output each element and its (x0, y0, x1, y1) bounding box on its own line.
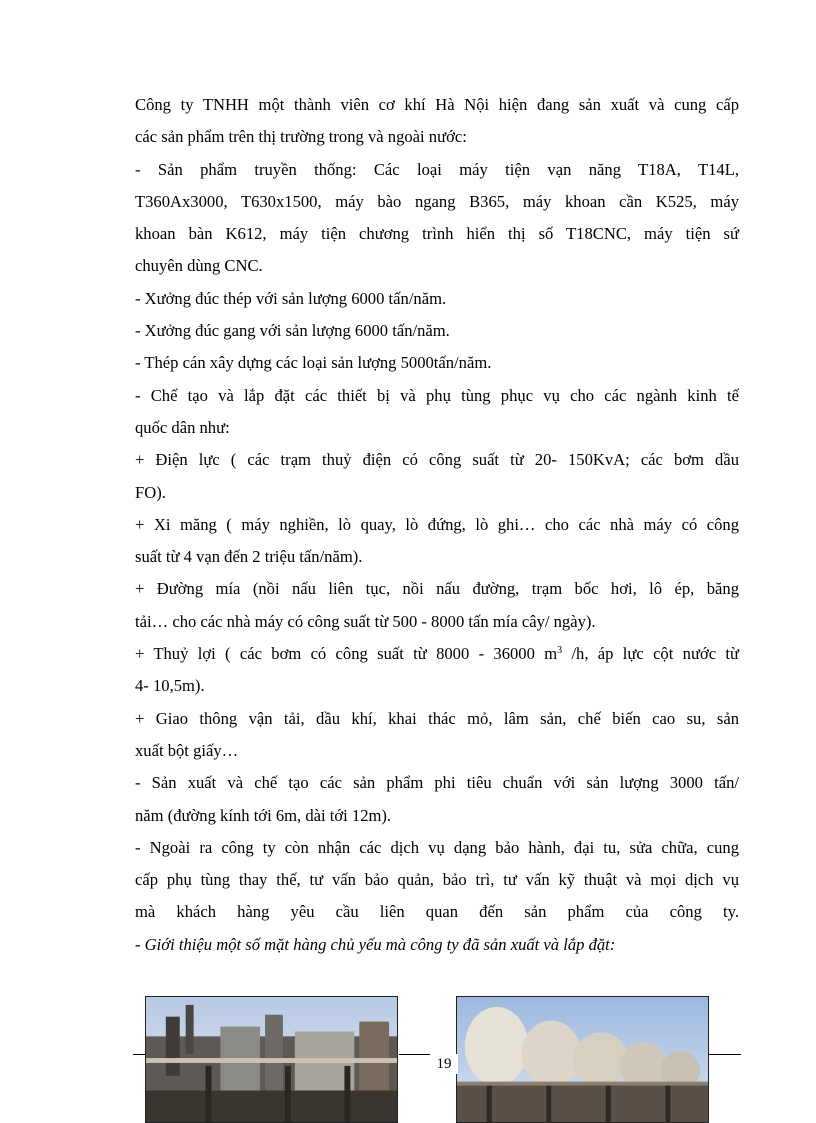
traditional-products-paragraph (135, 154, 739, 283)
traditional-line: T360Ax3000, T630x1500, máy bào ngang B365, máy khoan cần K525, máy (135, 191, 739, 211)
intro-paragraph (135, 89, 739, 154)
cement-item: + Xi măng ( máy nghiền, lò quay, lò đứng, lò ghi… cho các nhà máy có công suất từ 4 vạn đến 2 triệu tấn/năm). (135, 514, 739, 567)
traditional-line: chuyên dùng CNC. (135, 256, 263, 276)
traditional-line: khoan bàn K612, máy tiện chương trình hiển thị số T18CNC, máy tiện sứ (135, 224, 739, 244)
manufacturing-line: quốc dân như: (135, 417, 230, 437)
manufacturing-line: - Chế tạo và lắp đặt các thiết bị và phụ tùng phục vụ cho các ngành kinh tế (135, 385, 739, 405)
rolled-steel-item: - Thép cán xây dựng các loại sản lượng 5000tấn/năm. (135, 353, 492, 373)
footer-rule (133, 1054, 145, 1055)
page-number: 19 (430, 1054, 458, 1074)
body-text (135, 89, 739, 961)
factory-photo-right (456, 996, 709, 1123)
manufacturing-paragraph (135, 380, 739, 445)
irrigation-item: + Thuỷ lợi ( các bơm có công suất từ 8000 - 36000 $m^3$ /h, áp lực cột nước từ 4- 10,5m). (135, 644, 740, 696)
steel-casting-item: - Xưởng đúc thép với sản lượng 6000 tấn/năm. (135, 288, 447, 308)
sugar-item: + Đường mía (nồi nấu liên tục, nồi nấu đường, trạm bốc hơi, lô ép, băng tải… cho các nhà máy có công suất từ 500 - 8000 tấn mía cây/ ngày). (135, 579, 739, 631)
intro-line: Công ty TNHH một thành viên cơ khí Hà Nội hiện đang sản xuất và cung cấp (135, 95, 739, 114)
footer-rule (709, 1054, 741, 1055)
traditional-line: - Sản phẩm truyền thống: Các loại máy tiện vạn năng T18A, T14L, (135, 159, 739, 179)
intro-line: các sản phẩm trên thị trường trong và ngoài nước: (135, 127, 467, 147)
nonstandard-paragraph: - Sản xuất và chế tạo các sản phẩm phi tiêu chuẩn với sản lượng 3000 tấn/ năm (đường kính tới 6m, dài tới 12m). (135, 773, 739, 825)
electricity-item: + Điện lực ( các trạm thuỷ điện có công suất từ 20- 150KvA; các bơm dầu FO). (135, 450, 739, 502)
products-intro: - Giới thiệu một số mặt hàng chủ yếu mà công ty đã sản xuất và lắp đặt: (135, 934, 616, 954)
iron-casting-item: - Xưởng đúc gang với sản lượng 6000 tấn/năm. (135, 321, 450, 341)
storage-tanks-image (457, 997, 708, 1122)
industrial-structure-image (146, 997, 397, 1122)
superscript-three: 3 (557, 645, 563, 657)
services-paragraph: - Ngoài ra công ty còn nhận các dịch vụ dạng bảo hành, đại tu, sửa chữa, cung cấp phụ tùng thay thế, tư vấn bảo quản, bảo trì, tư vấn kỹ thuật và mọi dịch vụ mà khách hàng yêu cầu liên quan đến sản phẩm của công ty. (135, 837, 739, 922)
transport-item: + Giao thông vận tải, dầu khí, khai thác mỏ, lâm sản, chế biến cao su, sản xuất bột giấy… (135, 708, 739, 760)
factory-photo-left (145, 996, 398, 1123)
